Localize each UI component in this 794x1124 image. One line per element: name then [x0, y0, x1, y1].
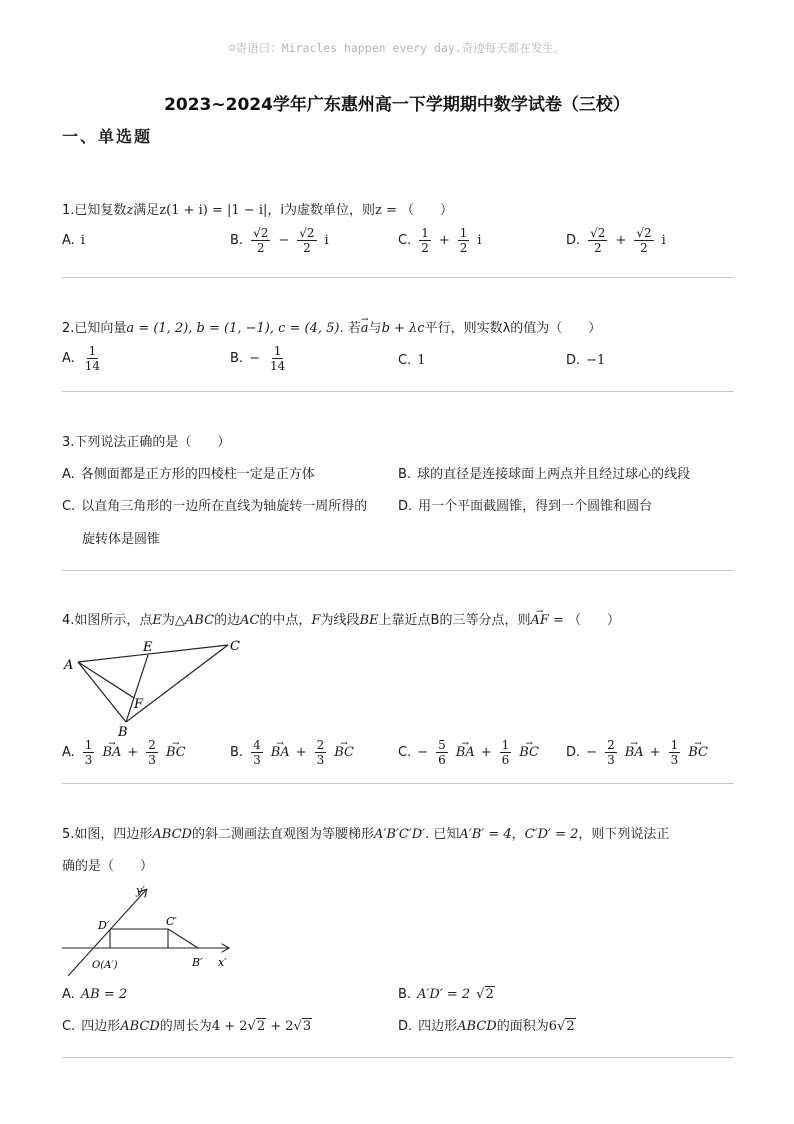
- question-2-stem: 2.已知向量a = (1, 2), b = (1, −1), c = (4, 5). 若→ a与b + λc平行，则实数λ的值为（ ）: [62, 318, 601, 340]
- trapezoid-figure: [60, 882, 240, 980]
- figure-label-x: x′: [218, 956, 227, 969]
- question-2-option-a[interactable]: A. $\frac{1}{14}$: [62, 344, 101, 373]
- question-2-option-c[interactable]: C. 1: [398, 353, 426, 368]
- question-3-option-a[interactable]: A. 各侧面都是正方形的四棱柱一定是正方体: [62, 467, 315, 482]
- divider: [62, 277, 734, 278]
- question-3-stem: 3.下列说法正确的是（ ）: [62, 435, 231, 450]
- question-4-option-a[interactable]: A. $\frac{1}{3}$ → BA + $\frac{2}{3}$ → BC: [62, 738, 186, 767]
- question-4-option-d[interactable]: D. − $\frac{2}{3}$ → BA + $\frac{1}{3}$ → BC: [566, 738, 708, 767]
- question-5-option-a[interactable]: A. AB = 2: [62, 987, 128, 1002]
- question-1-option-a[interactable]: A. i: [62, 233, 85, 248]
- divider: [62, 783, 734, 784]
- question-2-option-d[interactable]: D. −1: [566, 353, 606, 368]
- question-2-option-b[interactable]: B. − $\frac{1}{14}$: [230, 344, 286, 373]
- figure-label-b: B′: [192, 956, 203, 969]
- question-3-option-d[interactable]: D. 用一个平面截圆锥，得到一个圆锥和圆台: [398, 499, 653, 514]
- figure-label-c: C′: [166, 915, 177, 928]
- question-4-stem: 4.如图所示，点E为△ABC的边AC的中点，F为线段BE上靠近点B的三等分点，则→ AF = （ ）: [62, 610, 620, 632]
- question-1-stem: 1.已知复数z满足z(1 + i) = |1 − i|，i为虚数单位，则z = （ ）: [62, 203, 454, 218]
- question-4-option-b[interactable]: B. $\frac{4}{3}$ → BA + $\frac{2}{3}$ → BC: [230, 738, 354, 767]
- figure-label-d: D′: [98, 919, 110, 932]
- question-5-option-c[interactable]: C. 四边形ABCD的周长为4 + 2√2 + 2√3: [62, 1019, 312, 1034]
- divider: [62, 570, 734, 571]
- question-4-option-c[interactable]: C. − $\frac{5}{6}$ → BA + $\frac{1}{6}$ → BC: [398, 738, 539, 767]
- question-5-option-d[interactable]: D. 四边形ABCD的面积为6√2: [398, 1019, 575, 1034]
- motto-text: ☺寄语曰：Miracles happen every day.奇迹每天都在发生。: [228, 41, 566, 55]
- figure-label-origin: O(A′): [92, 960, 118, 971]
- figure-label-c: C: [230, 639, 240, 654]
- divider: [62, 391, 734, 392]
- question-1-option-d[interactable]: D. $\frac{√2}{2}$ + $\frac{√2}{2}$ i: [566, 226, 666, 255]
- figure-label-y: y′: [136, 884, 145, 897]
- figure-label-b: B: [118, 725, 128, 740]
- figure-label-e: E: [143, 640, 153, 655]
- question-1-option-c[interactable]: C. $\frac{1}{2}$ + $\frac{1}{2}$ i: [398, 226, 482, 255]
- divider: [62, 1057, 734, 1058]
- figure-label-a: A: [64, 658, 74, 673]
- question-1-option-b[interactable]: B. $\frac{√2}{2}$ − $\frac{√2}{2}$ i: [230, 226, 329, 255]
- figure-label-f: F: [134, 697, 144, 712]
- question-5-stem-line1: 5.如图，四边形ABCD的斜二测画法直观图为等腰梯形A′B′C′D′. 已知A′B′ = 4，C′D′ = 2，则下列说法正: [62, 827, 670, 842]
- section-heading: 一、单选题: [62, 127, 153, 146]
- page-title: 2023~2024学年广东惠州高一下学期期中数学试卷（三校）: [164, 95, 630, 115]
- question-3-option-b[interactable]: B. 球的直径是连接球面上两点并且经过球心的线段: [398, 467, 691, 482]
- question-3-option-c-cont: 旋转体是圆锥: [82, 532, 161, 547]
- triangle-figure: [60, 636, 250, 740]
- question-3-option-c[interactable]: C. 以直角三角形的一边所在直线为轴旋转一周所得的: [62, 499, 368, 514]
- question-5-stem-line2: 确的是（ ）: [62, 859, 154, 874]
- question-5-option-b[interactable]: B. A′D′ = 2 √2: [398, 987, 494, 1002]
